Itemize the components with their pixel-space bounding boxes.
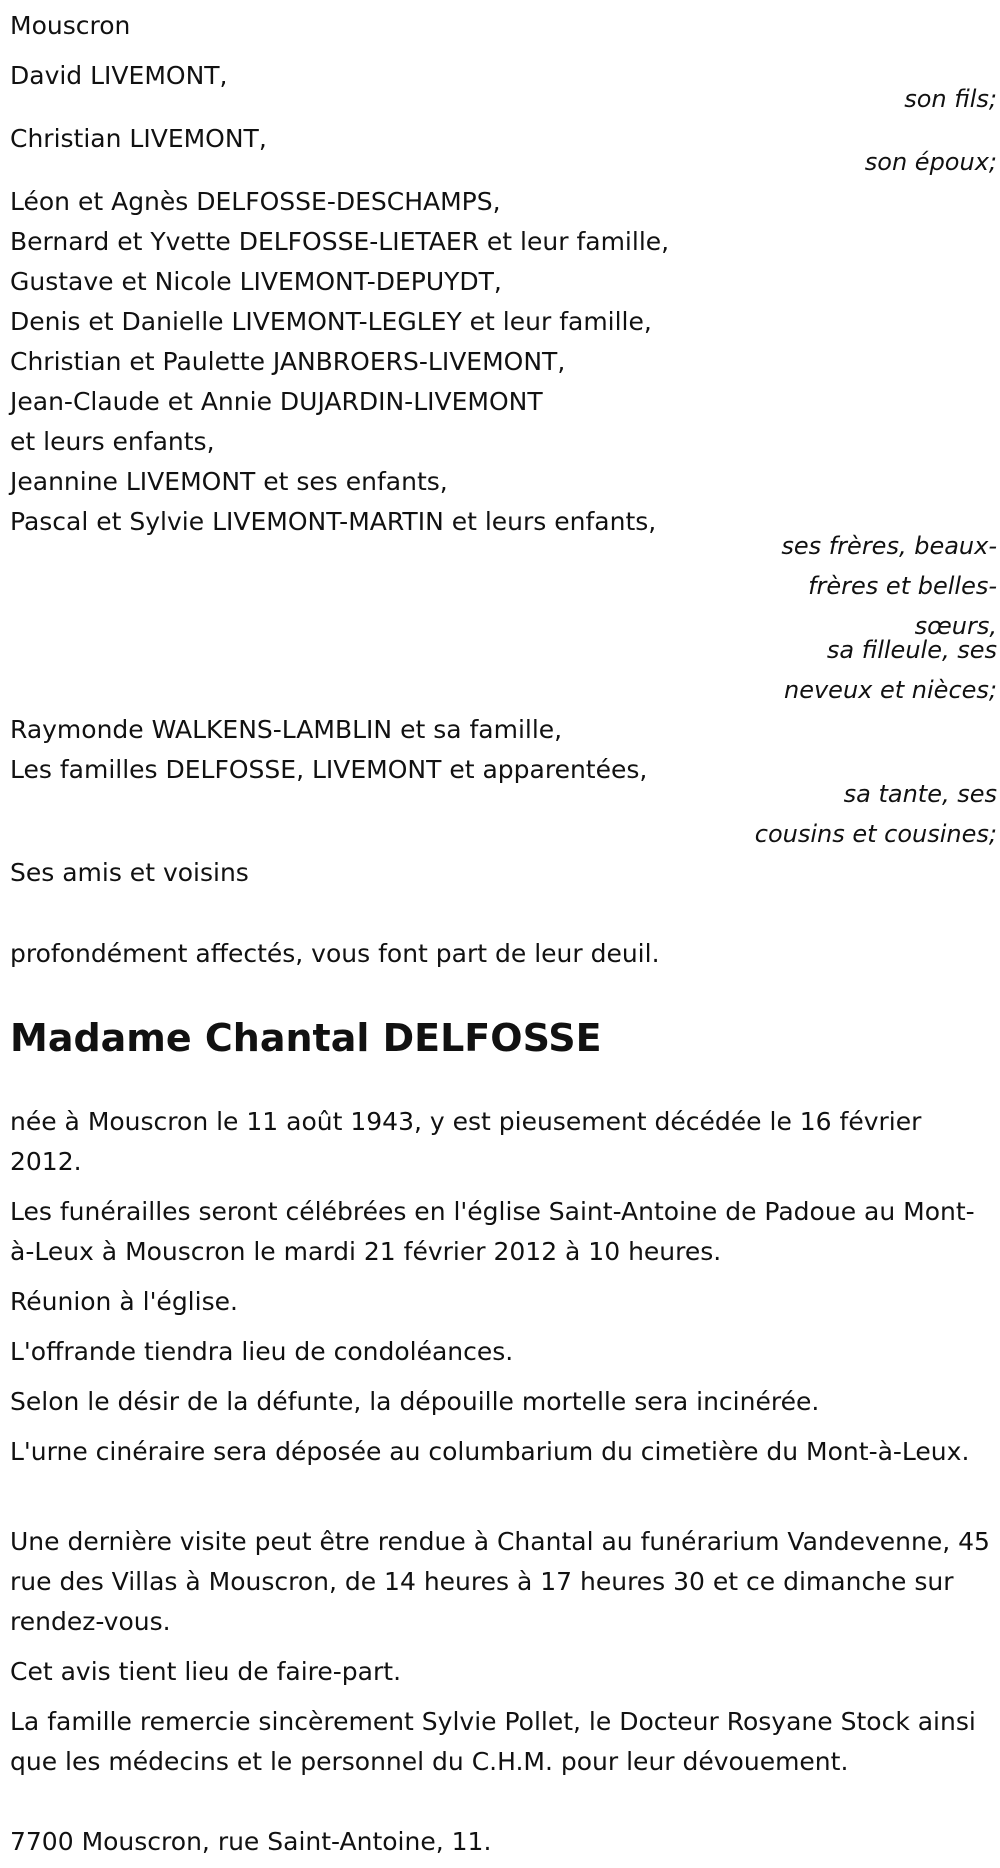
sibling-line: Pascal et Sylvie LIVEMONT-MARTIN et leurs enfants, bbox=[10, 507, 657, 536]
birth-death-paragraph: née à Mouscron le 11 août 1943, y est pieusement décédée le 16 février 2012. bbox=[10, 1107, 922, 1176]
goddaughter-relation-line: sa filleule, ses bbox=[826, 636, 997, 664]
friends-line: Ses amis et voisins bbox=[10, 858, 249, 887]
siblings-relation-line: frères et belles- bbox=[808, 572, 997, 600]
notice-paragraph: Cet avis tient lieu de faire-part. bbox=[10, 1657, 402, 1686]
aunt-line: Raymonde WALKENS-LAMBLIN et sa famille, bbox=[10, 715, 563, 744]
aunt-line: Les familles DELFOSSE, LIVEMONT et apparentées, bbox=[10, 755, 648, 784]
sibling-line: Jean-Claude et Annie DUJARDIN-LIVEMONT bbox=[10, 387, 543, 416]
urn-paragraph: L'urne cinéraire sera déposée au columbarium du cimetière du Mont-à-Leux. bbox=[10, 1437, 970, 1466]
aunt-relation-line: cousins et cousines; bbox=[754, 820, 997, 848]
husband-name: Christian LIVEMONT, bbox=[10, 124, 267, 153]
city-header: Mouscron bbox=[10, 11, 131, 40]
sibling-line: Bernard et Yvette DELFOSSE-LIETAER et leur famille, bbox=[10, 227, 670, 256]
sibling-line: Denis et Danielle LIVEMONT-LEGLEY et leur famille, bbox=[10, 307, 652, 336]
aunt-relation-line: sa tante, ses bbox=[843, 780, 997, 808]
address-line: 7700 Mouscron, rue Saint-Antoine, 11. bbox=[10, 1827, 492, 1856]
goddaughter-relation-line: neveux et nièces; bbox=[784, 676, 997, 704]
son-relation: son fils; bbox=[904, 85, 997, 113]
siblings-relation-line: sœurs, bbox=[914, 612, 997, 640]
offering-paragraph: L'offrande tiendra lieu de condoléances. bbox=[10, 1337, 514, 1366]
funeral-paragraph: Les funérailles seront célébrées en l'église Saint-Antoine de Padoue au Mont-à-Leux à Mouscron le mardi 21 février 2012 à 10 heures. bbox=[10, 1197, 975, 1266]
meeting-paragraph: Réunion à l'église. bbox=[10, 1287, 238, 1316]
cremation-paragraph: Selon le désir de la défunte, la dépouille mortelle sera incinérée. bbox=[10, 1387, 820, 1416]
visit-paragraph: Une dernière visite peut être rendue à Chantal au funérarium Vandevenne, 45 rue des Villas à Mouscron, de 14 heures à 17 heures 30 et ce dimanche sur rendez-vous. bbox=[10, 1527, 990, 1636]
sibling-line: Christian et Paulette JANBROERS-LIVEMONT, bbox=[10, 347, 566, 376]
sibling-line: et leurs enfants, bbox=[10, 427, 215, 456]
son-name: David LIVEMONT, bbox=[10, 61, 228, 90]
sibling-line: Gustave et Nicole LIVEMONT-DEPUYDT, bbox=[10, 267, 502, 296]
thanks-paragraph: La famille remercie sincèrement Sylvie Pollet, le Docteur Rosyane Stock ainsi que les médecins et le personnel du C.H.M. pour leur dévouement. bbox=[10, 1707, 976, 1776]
siblings-relation-line: ses frères, beaux- bbox=[781, 532, 997, 560]
sibling-line: Jeannine LIVEMONT et ses enfants, bbox=[10, 467, 448, 496]
husband-relation: son époux; bbox=[864, 148, 997, 176]
deceased-name: Madame Chantal DELFOSSE bbox=[10, 1016, 602, 1060]
announcement-line: profondément affectés, vous font part de leur deuil. bbox=[10, 939, 660, 968]
sibling-line: Léon et Agnès DELFOSSE-DESCHAMPS, bbox=[10, 187, 501, 216]
